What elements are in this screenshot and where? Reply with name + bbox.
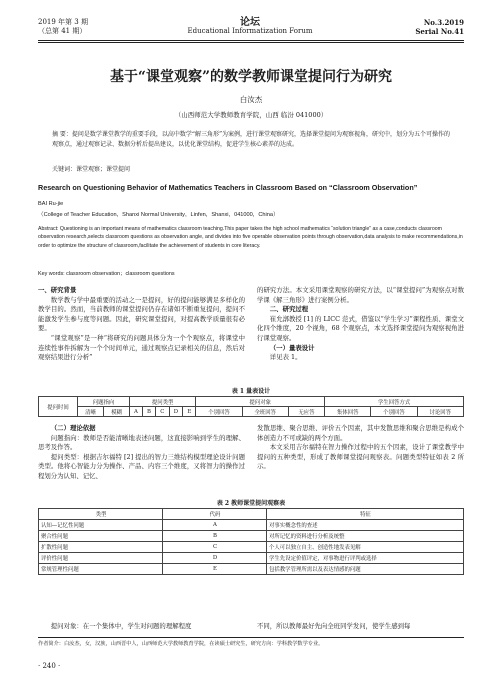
table1-sub: A: [129, 407, 142, 417]
table2-header: 类型: [39, 509, 163, 520]
table2-cell: 对所记忆的资料进行分析及统整: [267, 531, 464, 542]
issue-serial: （总第 41 期）: [38, 27, 87, 35]
table1-head-target: 提问对象: [196, 397, 325, 407]
number-line: No.3.2019: [423, 18, 464, 27]
issue-year: 2019 年第 3 期: [38, 18, 88, 26]
paragraph-method: 的研究方法。本文采用课堂观察的研究方法，以“课堂提问”为观察点对数学课《解三角形》进行案例分析。: [257, 286, 464, 304]
table2-cell: 包括教学管理所需以及表达情感的问题: [267, 564, 464, 575]
table-row: [39, 553, 464, 564]
subheading-scale-design: （一）量表设计: [269, 343, 315, 352]
subheading-theory: （二）理论依据: [50, 424, 96, 432]
paragraph-background-1: 数学教与学中最重要的活动之一是提问，好的提问能够满足多样化的教学目的。然而，当前教师的课堂提问仍存在诸如不断重复提问，提问不能激发学生参与度等问题。因此，研究课堂提问，对提高教学质量很有必要。: [38, 295, 245, 333]
table1-sub: E: [183, 407, 196, 417]
table2-cell: A: [163, 520, 267, 531]
paragraph-type: 提问类型：根据吉尔福特 [2] 提出的智力三维结构模型理论设计问题类型。他将心智能力分为操作、产品、内容三个维度，又将智力的操作过程划分为认知、记忆、: [38, 452, 245, 480]
table2: [38, 508, 464, 575]
table2-caption: 表 2 教师课堂提问观察表: [216, 500, 286, 507]
table2-cell: 学生先设定价值评定，对事物进行评判或选择: [267, 553, 464, 564]
table2-cell: B: [163, 531, 267, 542]
table1-sub: 清晰: [78, 407, 104, 417]
paper-title: 基于“课堂观察”的数学教师课堂提问行为研究: [109, 69, 393, 85]
table1-head-direction: 问题指向: [78, 397, 130, 407]
keywords-cn: 关键词：课堂观察；课堂提问: [52, 166, 131, 173]
paragraph-process: 崔允漷教授 [1] 的 LICC 范式，借鉴以“学生学习”课程性质、课堂文化四个维度，20 个视角，68 个观察点，本文选择课堂提问为观察视角进行课堂观察。: [257, 314, 464, 342]
paper-author: 白汝杰: [239, 95, 263, 104]
paragraph-see-table: 详见表 1。: [269, 353, 302, 362]
paragraph-thinking: 发散思维、聚合思维、评价五个因素，其中发散思维和聚合思维是构成个体创造力不可或缺的两个方面。: [257, 424, 464, 442]
table2-cell: 扩散性问题: [39, 542, 163, 553]
table-row: [39, 520, 464, 531]
table2-header: 代码: [163, 509, 267, 520]
journal-name-cn: 论坛: [240, 17, 260, 28]
page-number: · 240 ·: [38, 662, 61, 670]
journal-number: [415, 18, 464, 36]
journal-name-en: Educational Informatization Forum: [187, 27, 313, 35]
abstract-cn: 摘 要：提问是数学课堂教学的重要手段，以高中数学“解三角形”为案例，进行课堂观察研究，选择课堂提问为观察视角，研究中，划分为五个可操作的观察点，通过观察记录、数据分析后提出建议，以优化课堂结构，促进学生核心素养的达成。: [52, 131, 451, 148]
table2-cell: 对事实概念性的查述: [267, 520, 464, 531]
table1-sub: 模糊: [103, 407, 129, 417]
paragraph-target-cont: 不同，所以教师最好先向全班同学发问，使学生感到每: [257, 622, 411, 630]
journal-issue: [38, 18, 88, 36]
english-affiliation: （College of Teacher Education，Shanxi Normal University，Linfen，Shanxi，041000，China）: [38, 212, 279, 218]
paragraph-design: 本文采用吉尔福特在智力操作过程中的五个因素，设计了课堂教学中提问的五种类型，形成了教师课堂提问观察表。问题类型特征如表 2 所示。: [257, 443, 464, 471]
right-column-2: [257, 424, 464, 472]
table1-head-answer: 学生回答方式: [325, 397, 464, 407]
left-column-2: [38, 424, 245, 482]
table2-cell: 认知—记忆性问题: [39, 520, 163, 531]
table1-sub: 集体回答: [325, 407, 371, 417]
table2-cell: D: [163, 553, 267, 564]
paragraph-target: 提问对象：在一个集体中，学生对问题的理解程度: [50, 622, 192, 630]
section-heading-process: 二、研究过程: [269, 305, 309, 314]
table1-head-time: 提问时间: [39, 397, 78, 417]
table1-sub: 讨论回答: [417, 407, 463, 417]
footnote-rule: [38, 637, 464, 638]
paper-affiliation: （山西师范大学教师教育学院，山西 临汾 041000）: [174, 111, 328, 119]
table1-sub: 个别回答: [371, 407, 417, 417]
serial-line: Serial No.41: [415, 27, 464, 36]
english-abstract: Abstract: Questioning is an important means of mathematics classroom teaching.This paper takes the high school mathematics “solution triangle” as a case,conducts classroom observation research,selects classroom questions as observation angle, and divides into five operable observation points through observation,data analysis to make recommendations,in order to optimize the structure of classroom,facilitate the achievement of students in core literacy.: [38, 226, 463, 249]
table2-cell: 常规管理性问题: [39, 564, 163, 575]
table1-sub: 无应答: [288, 407, 324, 417]
header-rule-2: [38, 42, 464, 43]
table1: [38, 396, 464, 417]
table2-cell: 评价性问题: [39, 553, 163, 564]
table2-cell: E: [163, 564, 267, 575]
table2-cell: C: [163, 542, 267, 553]
table-row: [39, 531, 464, 542]
table1-caption: 表 1 量表设计: [231, 388, 271, 395]
table2-header: 特征: [267, 509, 464, 520]
english-keywords: Key words: classroom observation；classroom questions: [38, 271, 175, 277]
author-bio: 作者简介：白汝杰，女，汉族，山西晋中人，山西师范大学教师教育学院，在读硕士研究生，研究方向：学科教学数学专业。: [38, 641, 324, 647]
table1-sub: B: [142, 407, 155, 417]
journal-name: [170, 18, 330, 36]
table1-sub: 全班回答: [242, 407, 288, 417]
english-title: Research on Questioning Behavior of Mathematics Teachers in Classroom Based on “Classroom Observation”: [38, 183, 418, 192]
paragraph-background-2: “课堂观察”是一种“将研究的问题具体分为一个个观察点，将课堂中连续性事件拆解为一个个时间单元，通过观察点记录相关的信息，然后对观察结果进行分析”: [38, 333, 245, 362]
table-row: [39, 564, 464, 575]
table2-cell: 个人可以独立自主、创造性地发表见解: [267, 542, 464, 553]
paragraph-direction: 问题指向：教师是否能清晰地表述问题，这直接影响到学生的理解、思考及作答。: [38, 433, 245, 452]
left-column-1: [38, 286, 245, 363]
table1-sub: 个别回答: [196, 407, 242, 417]
english-author: BAI Ru-jie: [38, 201, 64, 207]
table1-sub: D: [169, 407, 183, 417]
table1-sub: C: [156, 407, 169, 417]
table-row: [39, 542, 464, 553]
section-heading-background: 一、研究背景: [38, 286, 77, 294]
header-rule: [38, 40, 464, 41]
right-column-1: [257, 286, 464, 363]
table2-cell: 聚合性问题: [39, 531, 163, 542]
table1-head-type: 提问类型: [129, 397, 195, 407]
